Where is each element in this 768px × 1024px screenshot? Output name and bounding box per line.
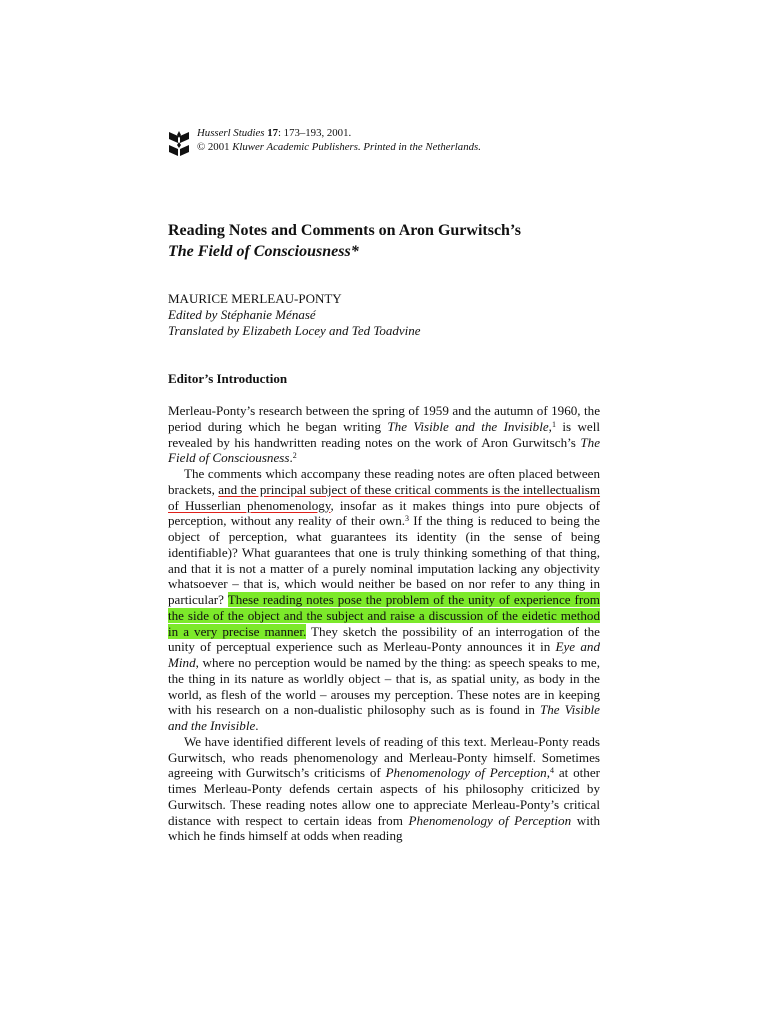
footnote-marker[interactable]: 1 (551, 419, 556, 429)
underline-annotation[interactable]: and the principal subject of these critical comments is the intellectualism of Husserlian phenomenology (168, 481, 601, 513)
book-title: Phenomenology of Perception (408, 812, 572, 828)
translator-line: Translated by Elizabeth Locey and Ted Toadvine (168, 323, 421, 338)
text-run: is well revealed by his handwritten reading notes on the work of Aron Gurwitsch’s (168, 418, 600, 450)
book-title: Eye and Mind (168, 639, 600, 670)
text-run: . (289, 450, 293, 466)
title-line-1: Reading Notes and Comments on Aron Gurwitsch’s (168, 222, 521, 239)
journal-citation (197, 126, 481, 154)
body-text (168, 403, 600, 844)
article-title (168, 220, 521, 262)
publisher-line: Kluwer Academic Publishers. Printed in the Netherlands. (229, 141, 481, 153)
journal-pages: : 173–193, 2001. (277, 127, 352, 139)
section-heading: Editor’s Introduction (168, 371, 288, 386)
text-run: , where no perception would be named by the thing: as speech speaks to me, the thing in its nature as worldly object – that is, as spatial unity, as body in the world, as flesh of the world – arouses my perception. These notes are in keeping with his research on a non-dualistic philosophy such as is found in (168, 655, 600, 718)
journal-volume: 17 (267, 127, 278, 139)
book-title: The Visible and the Invisible (168, 702, 600, 733)
text-run: , (546, 765, 550, 781)
text-run: , (548, 418, 552, 434)
footnote-marker[interactable]: 4 (550, 766, 554, 776)
footnote-marker[interactable]: 2 (292, 451, 297, 461)
highlight-annotation[interactable]: These reading notes pose the problem of the unity of experience from the side of the object and the subject and raise a discussion of the eidetic method in a very precise manner. (168, 592, 600, 639)
text-run: If the thing is reduced to being the object of perception, what guarantees its identity (in the sense of being identifiable)? What guarantees that one is truly thinking something of that thing, and that it is not a matter of a purely nominal imputation lacking any objectivity whatsoever – that is, which would neither be based on nor refer to any thing in particular? (168, 513, 600, 607)
text-run: . (255, 718, 259, 733)
text-run: They sketch the possibility of an interrogation of the unity of perceptual experience such as Merleau-Ponty announces it in (168, 623, 600, 655)
book-title: The Visible and the Invisible (387, 418, 549, 434)
copyright-year: © 2001 (197, 141, 230, 153)
editor-line: Edited by Stéphanie Ménasé (168, 307, 316, 322)
text-run: , insofar as it makes things into pure objects of perception, without any reality of their own. (168, 497, 600, 529)
text-run: The comments which accompany these reading notes are often placed between brackets, (168, 466, 600, 497)
text-run: We have identified different levels of reading of this text. Merleau-Ponty reads Gurwitsch, who reads phenomenology and Merleau-Ponty himself. Sometimes agreeing with Gurwitsch’s criticisms of (168, 733, 600, 781)
title-line-2: The Field of Consciousness* (168, 243, 359, 260)
book-title: The Field of Consciousness (168, 434, 600, 466)
paragraph-1 (168, 403, 600, 466)
book-title: Phenomenology of Perception (385, 765, 547, 781)
author-name: MAURICE MERLEAU-PONTY (168, 291, 342, 306)
paragraph-3 (168, 734, 600, 844)
paragraph-2 (168, 466, 600, 734)
publisher-logo-icon (168, 130, 190, 158)
footnote-marker[interactable]: 3 (405, 514, 410, 524)
journal-name: Husserl Studies (197, 127, 265, 139)
text-run: at other times Merleau-Ponty defends certain aspects of his philosophy criticized by Gurwitsch. These reading notes allow one to appreciate Merleau-Ponty’s critical distance with respect to certain ideas from (168, 765, 600, 828)
author-block (168, 291, 421, 339)
text-run: with which he finds himself at odds when reading (168, 812, 601, 844)
text-run: Merleau-Ponty’s research between the spring of 1959 and the autumn of 1960, the period during which he began writing (168, 403, 600, 434)
